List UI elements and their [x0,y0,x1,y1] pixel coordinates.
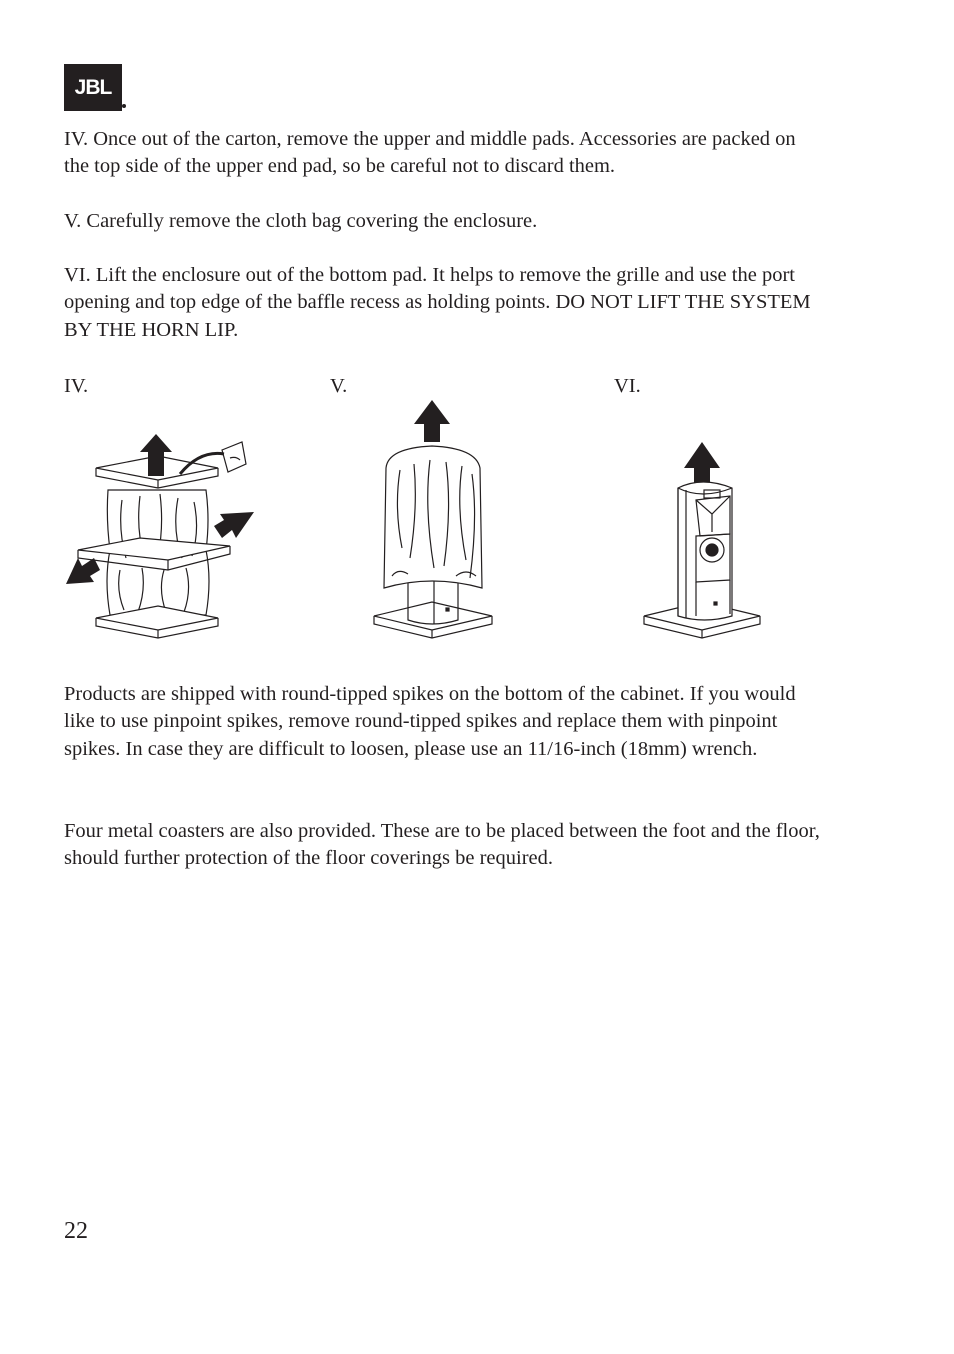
illustration-remove-cloth-bag [368,398,498,648]
step-vi-text: VI. Lift the enclosure out of the bottom pad. It helps to remove the grille and use the port opening and top edge of the baffle recess as holding points. DO NOT LIFT THE SYSTEM BY THE HORN LIP. [64,264,811,341]
figure-label-vi: VI. [614,375,641,397]
coasters-paragraph: Four metal coasters are also provided. These are to be placed between the foot and the floor, should further protection of the floor coverings be required. [64,820,820,870]
illustration-lift-enclosure [640,440,764,650]
spikes-paragraph: Products are shipped with round-tipped spikes on the bottom of the cabinet. If you would like to use pinpoint spikes, remove round-tipped spikes and replace them with pinpoint spikes. In case they are difficult to loosen, please use an 11/16-inch (18mm) wrench. [64,683,796,760]
jbl-logo [64,64,122,111]
figure-label-iv: IV. [64,375,89,397]
illustration-remove-pads [60,430,260,652]
page-number: 22 [64,1218,88,1244]
step-v-text: V. Carefully remove the cloth bag covering the enclosure. [64,210,538,232]
logo-text: JBL [74,76,112,99]
figure-label-v: V. [330,375,348,397]
registered-mark [122,104,126,108]
step-iv-text: IV. Once out of the carton, remove the upper and middle pads. Accessories are packed on the top side of the upper end pad, so be careful not to discard them. [64,128,796,178]
